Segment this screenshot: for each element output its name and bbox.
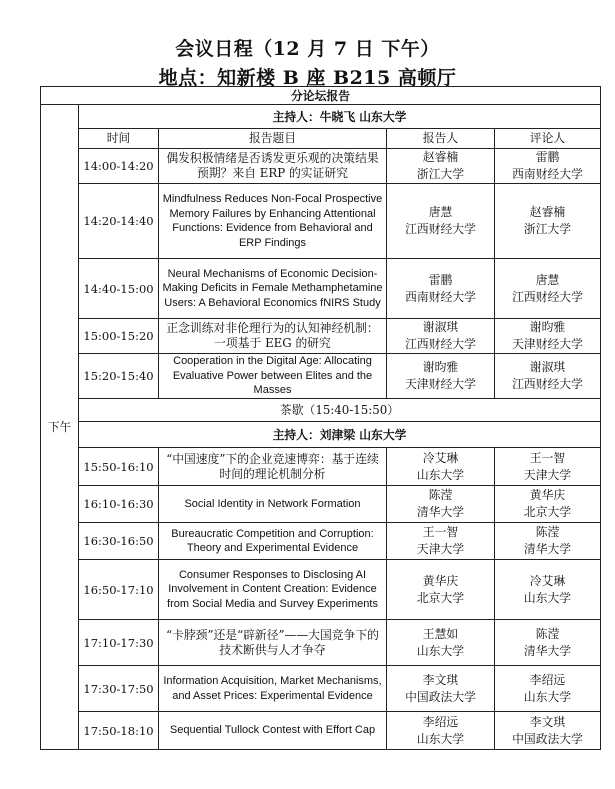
discussant-org: 天津财经大学: [512, 337, 583, 351]
discussant-org: 西南财经大学: [512, 167, 583, 181]
speaker-name: 王一智: [422, 525, 459, 539]
topic-cell: Mindfulness Reduces Non-Focal Prospective Memory Failures by Enhancing Attentional Functions: Evidence from Behavioral and ERP Findings: [159, 184, 387, 259]
table-row: [41, 620, 601, 666]
speaker-name: 唐慧: [428, 205, 453, 219]
discussant-cell: [495, 620, 601, 666]
topic-cell: Information Acquisition, Market Mechanisms, and Asset Prices: Experimental Evidence: [159, 666, 387, 712]
session1-host: 主持人：牛晓飞 山东大学: [79, 105, 601, 129]
table-row: [41, 184, 601, 259]
time-cell: 16:50-17:10: [79, 560, 159, 620]
discussant-name: 黄华庆: [529, 488, 566, 502]
discussant-name: 谢昀雅: [529, 320, 566, 334]
topic-cell: Consumer Responses to Disclosing AI Involvement in Content Creation: Evidence from Social Media and Survey Experiments: [159, 560, 387, 620]
speaker-name: 谢淑琪: [422, 320, 459, 334]
discussant-cell: [495, 712, 601, 750]
time-cell: 17:10-17:30: [79, 620, 159, 666]
speaker-cell: [387, 448, 495, 486]
schedule-table: [40, 86, 601, 750]
speaker-cell: [387, 712, 495, 750]
speaker-name: 李绍远: [422, 714, 459, 729]
speaker-org: 浙江大学: [416, 167, 465, 181]
discussant-name: 冷艾琳: [529, 573, 566, 588]
discussant-org: 中国政法大学: [512, 731, 583, 746]
section-title: 分论坛报告: [41, 87, 601, 105]
col-header-speaker: 报告人: [387, 129, 495, 149]
table-row: [41, 259, 601, 319]
speaker-name: 李文琪: [422, 672, 459, 687]
time-cell: 17:30-17:50: [79, 666, 159, 712]
topic-cell: Sequential Tullock Contest with Effort Cap: [159, 712, 387, 750]
speaker-cell: [387, 149, 495, 184]
discussant-name: 李文琪: [529, 714, 566, 729]
time-cell: 15:00-15:20: [79, 319, 159, 354]
speaker-cell: [387, 523, 495, 560]
speaker-name: 王慧如: [422, 626, 459, 641]
discussant-org: 清华大学: [523, 542, 572, 556]
col-header-topic: 报告题目: [159, 129, 387, 149]
topic-cell: 正念训练对非伦理行为的认知神经机制：一项基于 EEG 的研究: [159, 319, 387, 354]
discussant-org: 清华大学: [523, 643, 572, 658]
discussant-cell: [495, 354, 601, 399]
discussant-cell: [495, 560, 601, 620]
col-header-discussant: 评论人: [495, 129, 601, 149]
discussant-name: 王一智: [529, 450, 566, 465]
discussant-org: 江西财经大学: [512, 377, 583, 391]
table-row: [41, 560, 601, 620]
time-cell: 16:10-16:30: [79, 486, 159, 523]
speaker-org: 天津大学: [416, 542, 465, 556]
discussant-org: 北京大学: [523, 505, 572, 519]
discussant-cell: [495, 319, 601, 354]
speaker-org: 山东大学: [416, 467, 465, 482]
speaker-name: 陈滢: [428, 488, 453, 502]
discussant-cell: [495, 523, 601, 560]
time-cell: 16:30-16:50: [79, 523, 159, 560]
discussant-org: 山东大学: [523, 689, 572, 704]
table-row: [41, 712, 601, 750]
table-row: [41, 319, 601, 354]
table-row: [41, 666, 601, 712]
topic-cell: Neural Mechanisms of Economic Decision-Making Deficits in Female Methamphetamine Users: A Behavioral Economics fNIRS Study: [159, 259, 387, 319]
speaker-org: 西南财经大学: [405, 289, 476, 304]
speaker-name: 黄华庆: [422, 573, 459, 588]
page-title: 会议日程（12 月 7 日 下午）: [175, 38, 440, 60]
session2-host: 主持人：刘津梁 山东大学: [79, 422, 601, 448]
table-row: [41, 486, 601, 523]
discussant-org: 天津大学: [523, 467, 572, 482]
speaker-cell: [387, 666, 495, 712]
topic-cell: Social Identity in Network Formation: [159, 486, 387, 523]
discussant-name: 唐慧: [535, 272, 560, 287]
topic-cell: Cooperation in the Digital Age: Allocating Evaluative Power between Elites and the Masses: [159, 354, 387, 399]
time-cell: 14:00-14:20: [79, 149, 159, 184]
speaker-org: 清华大学: [416, 505, 465, 519]
time-cell: 17:50-18:10: [79, 712, 159, 750]
table-row: [41, 149, 601, 184]
speaker-org: 北京大学: [416, 590, 465, 605]
speaker-org: 江西财经大学: [405, 222, 476, 236]
time-cell: 15:50-16:10: [79, 448, 159, 486]
table-row: [41, 523, 601, 560]
time-cell: 14:40-15:00: [79, 259, 159, 319]
speaker-org: 山东大学: [416, 643, 465, 658]
topic-cell: “卡脖颈”还是“辟新径”——大国竞争下的技术断供与人才争夺: [159, 620, 387, 666]
table-row: [41, 448, 601, 486]
speaker-cell: [387, 319, 495, 354]
period-label: 下午: [41, 105, 79, 750]
speaker-org: 中国政法大学: [405, 689, 476, 704]
speaker-cell: [387, 620, 495, 666]
table-row: [41, 354, 601, 399]
discussant-name: 陈滢: [535, 525, 560, 539]
topic-cell: 偶发积极情绪是否诱发更乐观的决策结果预期？来自 ERP 的实证研究: [159, 149, 387, 184]
discussant-cell: [495, 259, 601, 319]
tea-break: 茶歇（15:40-15:50）: [79, 399, 601, 422]
time-cell: 14:20-14:40: [79, 184, 159, 259]
col-header-time: 时间: [79, 129, 159, 149]
discussant-org: 江西财经大学: [512, 289, 583, 304]
topic-cell: “中国速度”下的企业竞速博弈：基于连续时间的理论机制分析: [159, 448, 387, 486]
discussant-org: 山东大学: [523, 590, 572, 605]
speaker-name: 冷艾琳: [422, 450, 459, 465]
speaker-cell: [387, 560, 495, 620]
discussant-name: 赵睿楠: [529, 205, 566, 219]
discussant-name: 雷鹏: [535, 150, 560, 164]
speaker-cell: [387, 486, 495, 523]
discussant-cell: [495, 666, 601, 712]
discussant-cell: [495, 486, 601, 523]
speaker-org: 天津财经大学: [405, 377, 476, 391]
discussant-cell: [495, 149, 601, 184]
discussant-name: 陈滢: [535, 626, 560, 641]
discussant-cell: [495, 184, 601, 259]
speaker-cell: [387, 259, 495, 319]
time-cell: 15:20-15:40: [79, 354, 159, 399]
venue-title: 地点：知新楼 B 座 B215 高顿厅: [158, 67, 457, 89]
discussant-cell: [495, 448, 601, 486]
speaker-name: 谢昀雅: [422, 360, 459, 374]
speaker-org: 山东大学: [416, 731, 465, 746]
discussant-org: 浙江大学: [523, 222, 572, 236]
discussant-name: 李绍远: [529, 672, 566, 687]
speaker-name: 雷鹏: [428, 272, 453, 287]
speaker-org: 江西财经大学: [405, 337, 476, 351]
speaker-name: 赵睿楠: [422, 150, 459, 164]
speaker-cell: [387, 354, 495, 399]
topic-cell: Bureaucratic Competition and Corruption: Theory and Experimental Evidence: [159, 523, 387, 560]
speaker-cell: [387, 184, 495, 259]
discussant-name: 谢淑琪: [529, 360, 566, 374]
